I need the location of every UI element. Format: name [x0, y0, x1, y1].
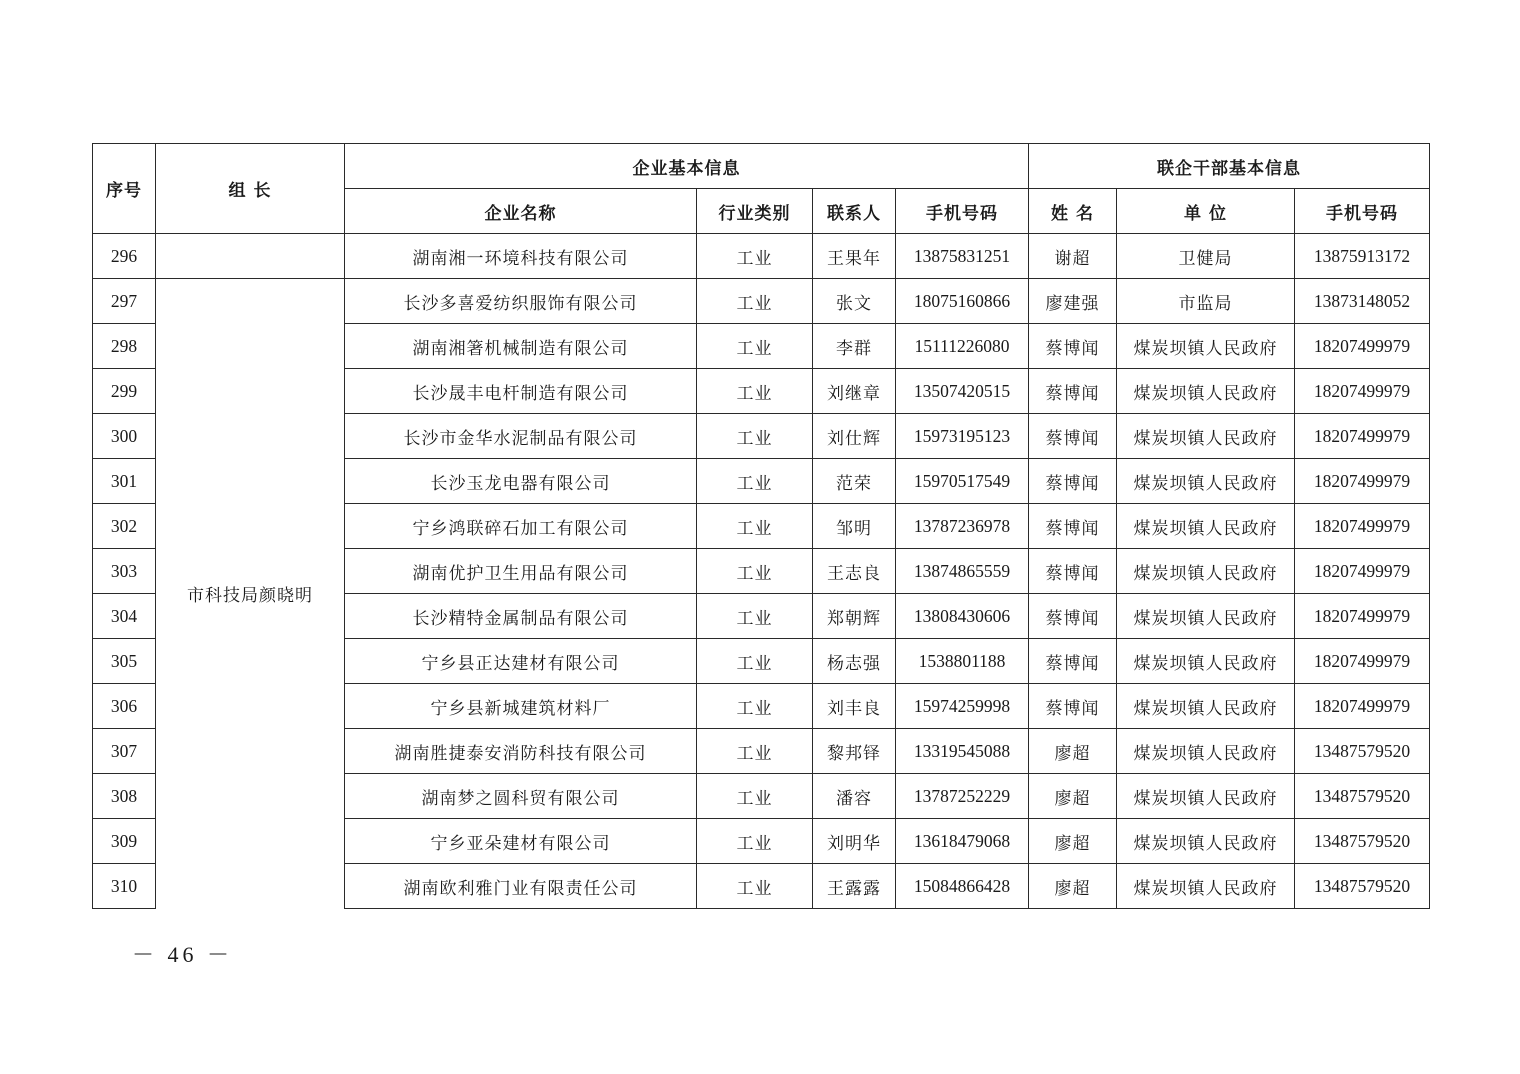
contact-cell: 王果年	[813, 234, 896, 279]
contact-cell: 刘仕辉	[813, 414, 896, 459]
phone-cell: 15084866428	[896, 864, 1029, 909]
phone-cell: 13787252229	[896, 774, 1029, 819]
page-number: － 46 －	[132, 942, 234, 967]
table-row	[93, 234, 1430, 279]
industry-cell: 工业	[697, 549, 813, 594]
seq-cell: 308	[93, 774, 156, 819]
header-row-1	[93, 144, 1430, 189]
phone-cell: 13507420515	[896, 369, 1029, 414]
seq-cell: 299	[93, 369, 156, 414]
company-cell: 长沙市金华水泥制品有限公司	[345, 414, 697, 459]
phone-cell: 15974259998	[896, 684, 1029, 729]
contact-cell: 李群	[813, 324, 896, 369]
industry-cell: 工业	[697, 279, 813, 324]
cadre-phone-cell: 18207499979	[1295, 639, 1430, 684]
seq-cell: 306	[93, 684, 156, 729]
company-cell: 长沙晟丰电杆制造有限公司	[345, 369, 697, 414]
unit-cell: 煤炭坝镇人民政府	[1117, 369, 1295, 414]
seq-cell: 303	[93, 549, 156, 594]
contact-cell: 黎邦铎	[813, 729, 896, 774]
industry-cell: 工业	[697, 504, 813, 549]
unit-cell: 煤炭坝镇人民政府	[1117, 639, 1295, 684]
unit-cell: 煤炭坝镇人民政府	[1117, 549, 1295, 594]
cadre-name-cell: 蔡博闻	[1029, 594, 1117, 639]
cadre-phone-cell: 13487579520	[1295, 729, 1430, 774]
phone-cell: 15973195123	[896, 414, 1029, 459]
cadre-phone-cell: 13487579520	[1295, 774, 1430, 819]
unit-cell: 煤炭坝镇人民政府	[1117, 504, 1295, 549]
company-cell: 湖南梦之圆科贸有限公司	[345, 774, 697, 819]
table-body	[93, 234, 1430, 909]
cadre-phone-cell: 18207499979	[1295, 459, 1430, 504]
cadre-name-cell: 蔡博闻	[1029, 684, 1117, 729]
cadre-phone-cell: 18207499979	[1295, 594, 1430, 639]
header-cadre-name: 姓 名	[1029, 189, 1117, 234]
unit-cell: 煤炭坝镇人民政府	[1117, 774, 1295, 819]
industry-cell: 工业	[697, 459, 813, 504]
seq-cell: 307	[93, 729, 156, 774]
contact-cell: 刘丰良	[813, 684, 896, 729]
phone-cell: 13808430606	[896, 594, 1029, 639]
cadre-phone-cell: 18207499979	[1295, 414, 1430, 459]
enterprise-table-container	[92, 143, 1429, 909]
industry-cell: 工业	[697, 729, 813, 774]
company-cell: 湖南胜捷泰安消防科技有限公司	[345, 729, 697, 774]
company-cell: 湖南欧利雅门业有限责任公司	[345, 864, 697, 909]
company-cell: 湖南优护卫生用品有限公司	[345, 549, 697, 594]
cadre-name-cell: 廖建强	[1029, 279, 1117, 324]
company-cell: 宁乡亚朵建材有限公司	[345, 819, 697, 864]
industry-cell: 工业	[697, 234, 813, 279]
contact-cell: 范荣	[813, 459, 896, 504]
company-cell: 长沙玉龙电器有限公司	[345, 459, 697, 504]
seq-cell: 296	[93, 234, 156, 279]
contact-cell: 王志良	[813, 549, 896, 594]
header-contact: 联系人	[813, 189, 896, 234]
cadre-name-cell: 蔡博闻	[1029, 459, 1117, 504]
company-cell: 宁乡县正达建材有限公司	[345, 639, 697, 684]
company-cell: 湖南湘箸机械制造有限公司	[345, 324, 697, 369]
header-unit: 单 位	[1117, 189, 1295, 234]
industry-cell: 工业	[697, 369, 813, 414]
phone-cell: 13319545088	[896, 729, 1029, 774]
phone-cell: 13787236978	[896, 504, 1029, 549]
unit-cell: 煤炭坝镇人民政府	[1117, 684, 1295, 729]
header-phone: 手机号码	[896, 189, 1029, 234]
cadre-name-cell: 廖超	[1029, 774, 1117, 819]
cadre-name-cell: 蔡博闻	[1029, 369, 1117, 414]
enterprise-table	[92, 143, 1430, 909]
phone-cell: 15970517549	[896, 459, 1029, 504]
seq-cell: 298	[93, 324, 156, 369]
company-cell: 宁乡鸿联碎石加工有限公司	[345, 504, 697, 549]
leader-cell-empty	[156, 234, 345, 279]
cadre-phone-cell: 18207499979	[1295, 324, 1430, 369]
cadre-name-cell: 廖超	[1029, 729, 1117, 774]
header-company-name: 企业名称	[345, 189, 697, 234]
industry-cell: 工业	[697, 864, 813, 909]
contact-cell: 郑朝辉	[813, 594, 896, 639]
seq-cell: 309	[93, 819, 156, 864]
unit-cell: 煤炭坝镇人民政府	[1117, 594, 1295, 639]
header-seq: 序号	[93, 144, 156, 234]
seq-cell: 304	[93, 594, 156, 639]
phone-cell: 13874865559	[896, 549, 1029, 594]
industry-cell: 工业	[697, 774, 813, 819]
phone-cell: 1538801188	[896, 639, 1029, 684]
cadre-name-cell: 蔡博闻	[1029, 639, 1117, 684]
contact-cell: 邹明	[813, 504, 896, 549]
unit-cell: 煤炭坝镇人民政府	[1117, 864, 1295, 909]
unit-cell: 市监局	[1117, 279, 1295, 324]
contact-cell: 杨志强	[813, 639, 896, 684]
seq-cell: 302	[93, 504, 156, 549]
contact-cell: 刘明华	[813, 819, 896, 864]
seq-cell: 305	[93, 639, 156, 684]
contact-cell: 张文	[813, 279, 896, 324]
header-industry: 行业类别	[697, 189, 813, 234]
cadre-name-cell: 廖超	[1029, 819, 1117, 864]
cadre-phone-cell: 13487579520	[1295, 864, 1430, 909]
header-leader: 组 长	[156, 144, 345, 234]
header-cadre-phone: 手机号码	[1295, 189, 1430, 234]
industry-cell: 工业	[697, 594, 813, 639]
seq-cell: 300	[93, 414, 156, 459]
cadre-phone-cell: 18207499979	[1295, 369, 1430, 414]
group-leader-cell: 市科技局颜晓明	[156, 279, 345, 909]
cadre-name-cell: 蔡博闻	[1029, 504, 1117, 549]
cadre-name-cell: 蔡博闻	[1029, 414, 1117, 459]
industry-cell: 工业	[697, 414, 813, 459]
cadre-phone-cell: 13875913172	[1295, 234, 1430, 279]
company-cell: 湖南湘一环境科技有限公司	[345, 234, 697, 279]
seq-cell: 301	[93, 459, 156, 504]
cadre-phone-cell: 18207499979	[1295, 549, 1430, 594]
unit-cell: 煤炭坝镇人民政府	[1117, 459, 1295, 504]
contact-cell: 潘容	[813, 774, 896, 819]
industry-cell: 工业	[697, 819, 813, 864]
unit-cell: 卫健局	[1117, 234, 1295, 279]
cadre-name-cell: 蔡博闻	[1029, 324, 1117, 369]
table-header	[93, 144, 1430, 234]
industry-cell: 工业	[697, 684, 813, 729]
header-enterprise-group: 企业基本信息	[345, 144, 1029, 189]
seq-cell: 310	[93, 864, 156, 909]
contact-cell: 刘继章	[813, 369, 896, 414]
cadre-phone-cell: 13487579520	[1295, 819, 1430, 864]
company-cell: 宁乡县新城建筑材料厂	[345, 684, 697, 729]
unit-cell: 煤炭坝镇人民政府	[1117, 324, 1295, 369]
seq-cell: 297	[93, 279, 156, 324]
unit-cell: 煤炭坝镇人民政府	[1117, 414, 1295, 459]
phone-cell: 15111226080	[896, 324, 1029, 369]
company-cell: 长沙精特金属制品有限公司	[345, 594, 697, 639]
phone-cell: 13875831251	[896, 234, 1029, 279]
cadre-name-cell: 廖超	[1029, 864, 1117, 909]
cadre-phone-cell: 18207499979	[1295, 684, 1430, 729]
unit-cell: 煤炭坝镇人民政府	[1117, 729, 1295, 774]
company-cell: 长沙多喜爱纺织服饰有限公司	[345, 279, 697, 324]
cadre-name-cell: 谢超	[1029, 234, 1117, 279]
contact-cell: 王露露	[813, 864, 896, 909]
phone-cell: 18075160866	[896, 279, 1029, 324]
phone-cell: 13618479068	[896, 819, 1029, 864]
industry-cell: 工业	[697, 639, 813, 684]
industry-cell: 工业	[697, 324, 813, 369]
unit-cell: 煤炭坝镇人民政府	[1117, 819, 1295, 864]
table-row	[93, 279, 1430, 324]
cadre-phone-cell: 13873148052	[1295, 279, 1430, 324]
cadre-name-cell: 蔡博闻	[1029, 549, 1117, 594]
cadre-phone-cell: 18207499979	[1295, 504, 1430, 549]
header-cadre-group: 联企干部基本信息	[1029, 144, 1430, 189]
